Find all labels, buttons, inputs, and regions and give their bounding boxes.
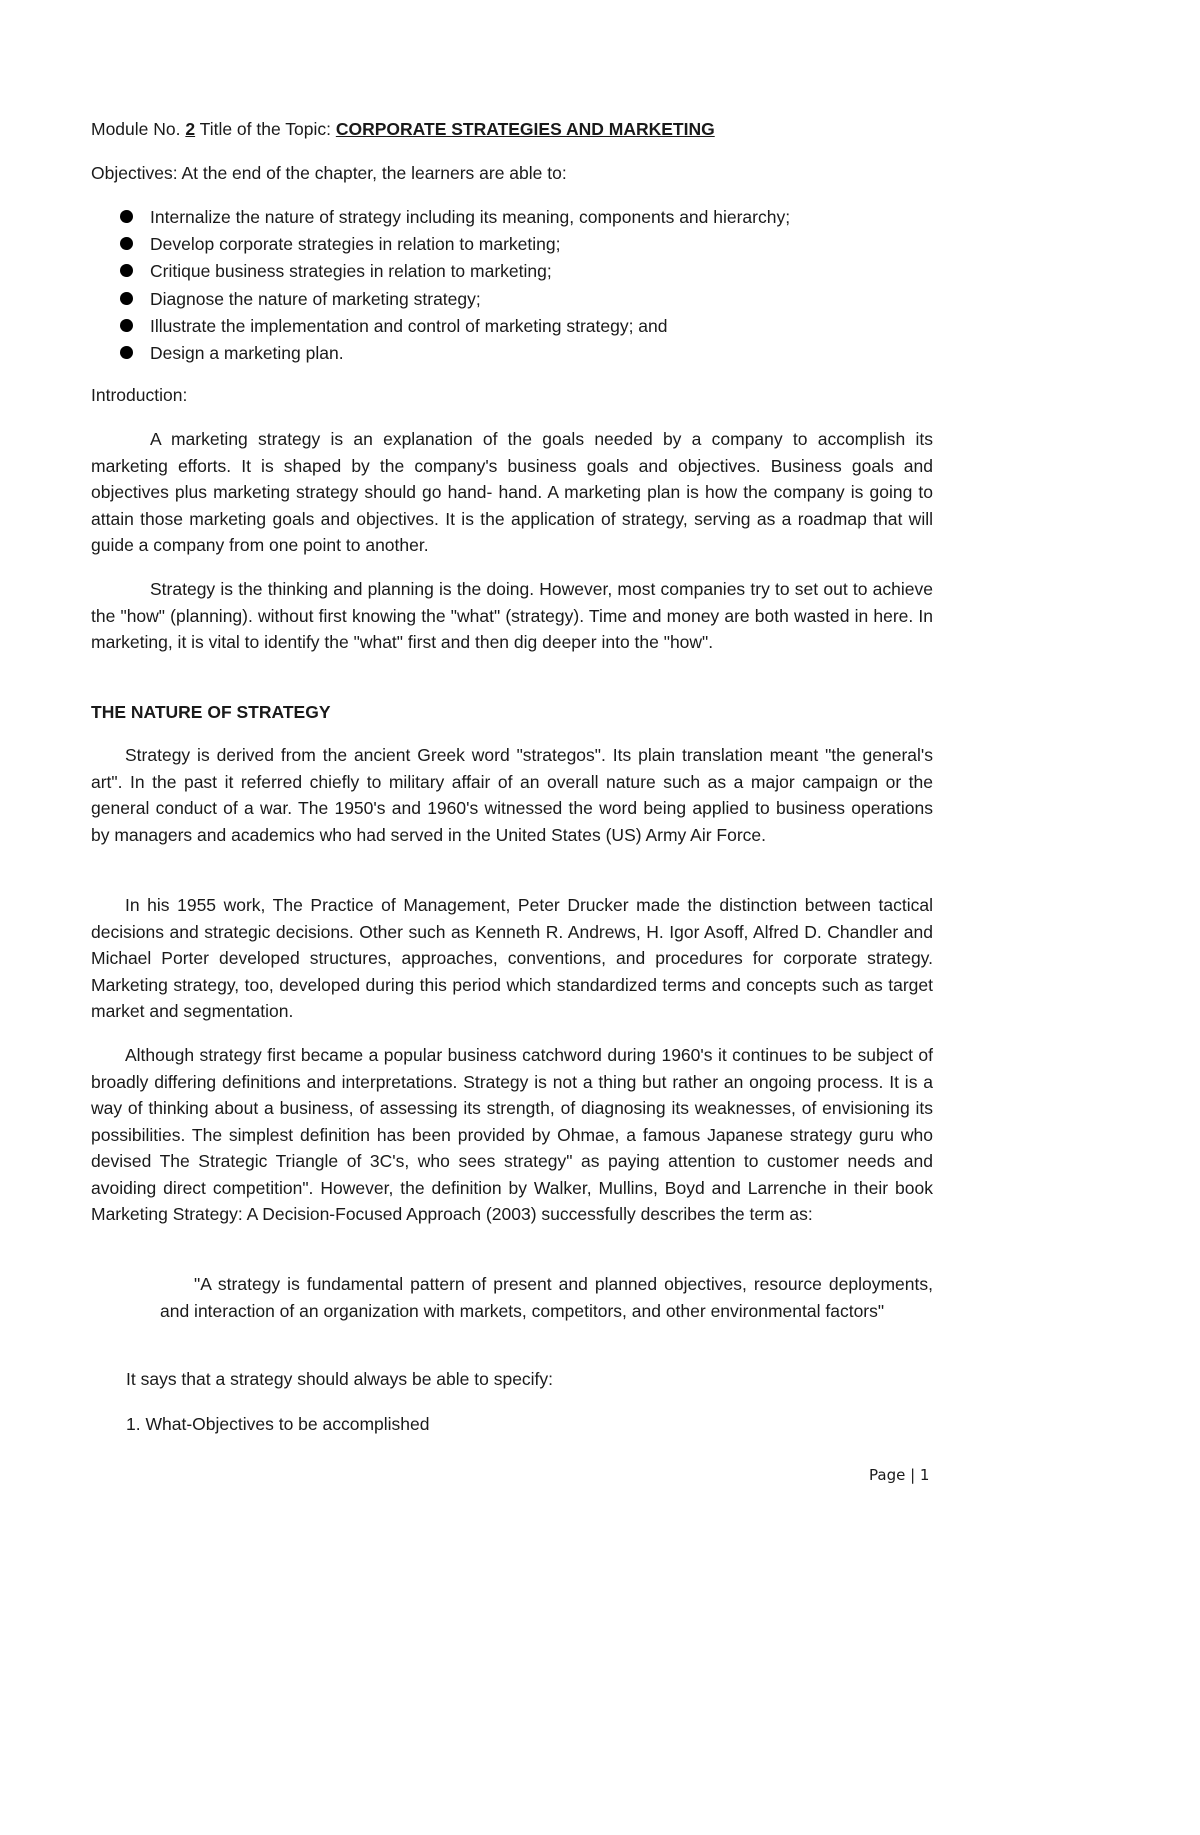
objective-item [120,314,790,341]
module-header [91,119,715,140]
objective-text: Internalize the nature of strategy including its meaning, components and hierarchy; [150,207,791,227]
objective-text: Critique business strategies in relation to marketing; [150,261,552,282]
section-heading: THE NATURE OF STRATEGY [91,702,331,722]
module-prefix: Module No. [91,119,181,139]
list-number: 1. [126,1414,141,1434]
module-title-label: Title of the Topic: [199,119,331,139]
specify-intro: It says that a strategy should always be able to specify: [126,1369,554,1389]
list-text: What-Objectives to be accomplished [145,1414,430,1434]
bullet-icon [120,319,133,332]
module-number: 2 [185,119,196,139]
bullet-icon [120,237,133,250]
bullet-icon [120,210,133,223]
objective-item [120,205,790,232]
objectives-intro: Objectives: At the end of the chapter, the learners are able to: [91,163,567,183]
intro-paragraph: A marketing strategy is an explanation of the goals needed by a company to accomplish its marketing efforts. It is shaped by the company's business goals and objectives. Business goals and objectives plus marketing strategy should go hand- hand. A marketing plan is how the company is going to attain those marketing goals and objectives. It is the application of strategy, serving as a roadmap that will guide a company from one point to another. [91,429,933,555]
intro-paragraph: Strategy is the thinking and planning is the doing. However, most companies try to set out to achieve the "how" (planning). without first knowing the "what" (strategy). Time and money are both wasted in here. In marketing, it is vital to identify the "what" first and then dig deeper into the "how". [91,579,933,652]
objective-text: Develop corporate strategies in relation to marketing; [150,234,561,255]
objectives-list [120,205,790,368]
objective-item [120,341,790,368]
objective-text: Diagnose the nature of marketing strategy; [150,288,481,309]
definition-quote: "A strategy is fundamental pattern of present and planned objectives, resource deployments, and interaction of an organization with markets, competitors, and other environmental factors" [160,1274,933,1321]
body-paragraph: Although strategy first became a popular business catchword during 1960's it continues to be subject of broadly differing definitions and interpretations. Strategy is not a thing but rather an ongoing process. It is a way of thinking about a business, of assessing its strength, of diagnosing its weaknesses, of envisioning its possibilities. The simplest definition has been provided by Ohmae, a famous Japanese strategy guru who devised The Strategic Triangle of 3C's, who sees strategy" as paying attention to customer needs and avoiding direct competition". However, the definition by Walker, Mullins, Boyd and Larrenche in their book Marketing Strategy: A Decision-Focused Approach (2003) successfully describes the term as: [91,1045,933,1224]
bullet-icon [120,264,133,277]
body-paragraph: In his 1955 work, The Practice of Management, Peter Drucker made the distinction between tactical decisions and strategic decisions. Other such as Kenneth R. Andrews, H. Igor Asoff, Alfred D. Chandler and Michael Porter developed structures, approaches, conventions, and procedures for corporate strategy. Marketing strategy, too, developed during this period which standardized terms and concepts such as target market and segmentation. [91,895,933,1021]
page-number: Page | 1 [869,1466,930,1484]
objective-item [120,259,790,286]
objective-text: Illustrate the implementation and control of marketing strategy; and [150,315,668,336]
body-paragraph: Strategy is derived from the ancient Greek word "strategos". Its plain translation meant "the general's art". In the past it referred chiefly to military affair of an overall nature such as a major campaign or the general conduct of a war. The 1950's and 1960's witnessed the word being applied to business operations by managers and academics who had served in the United States (US) Army Air Force. [91,745,933,845]
objective-item [120,232,790,259]
objective-item [120,287,790,314]
bullet-icon [120,346,133,359]
introduction-label: Introduction: [91,385,188,405]
bullet-icon [120,292,133,305]
module-topic: CORPORATE STRATEGIES AND MARKETING [335,119,715,139]
objective-text: Design a marketing plan. [150,342,344,363]
specify-list-item [126,1414,430,1435]
